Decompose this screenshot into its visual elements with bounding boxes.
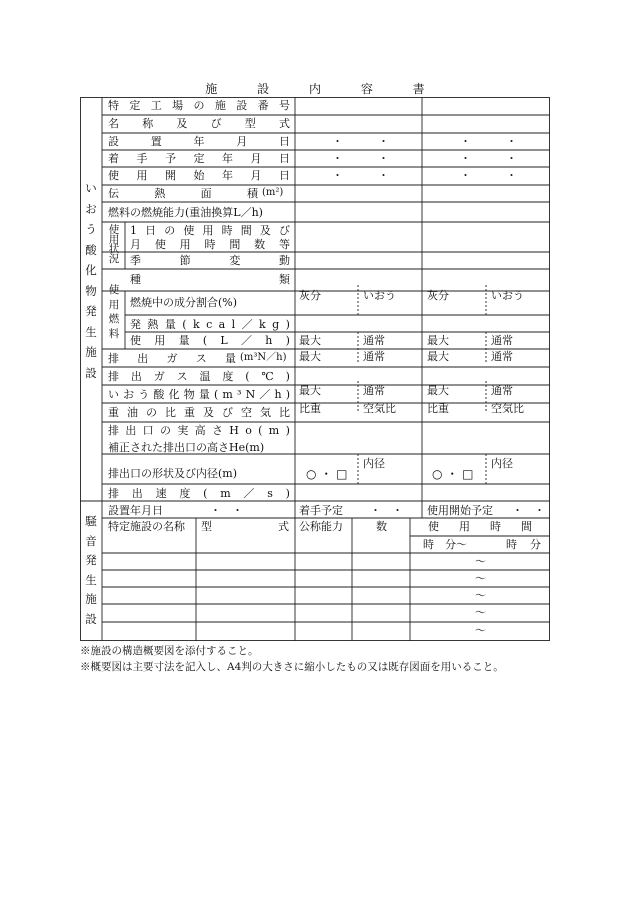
label-char: 発 (85, 304, 97, 318)
row-label: 排 出 口 の 実 高 さ H o ( m ) (108, 424, 290, 437)
row-label: 重 油 の 比 重 及 び 空 気 比 (108, 406, 290, 419)
row-label: 発 熱 量 ( k c a l ／ k g ) (130, 318, 290, 331)
row-label: 燃料の燃焼能力(重油換算L／h) (108, 206, 263, 219)
date-dot: ・ (460, 169, 471, 182)
time-range-tilde: ～ (475, 589, 486, 602)
date-dot: ・ (332, 169, 343, 182)
label-char: 状 (108, 243, 120, 255)
cell-sulfur: いおう (491, 289, 524, 302)
label-char: 騒 (85, 514, 97, 528)
noise-time-sub: 時 (506, 538, 517, 551)
cell-gravity: 比重 (299, 402, 321, 415)
noise-time-sub: 分～ (445, 538, 467, 551)
label-char: 料 (108, 327, 120, 340)
label-char: 燃 (108, 313, 120, 325)
cell-air-ratio: 空気比 (363, 402, 396, 415)
title-char: 書 (412, 82, 425, 96)
label-char: 施 (85, 592, 97, 606)
label-char: 設 (85, 611, 97, 626)
date-dot: ・ (506, 152, 517, 165)
facility-form (80, 97, 550, 641)
document-title (0, 80, 630, 97)
row-label: 1 日 の 使 用 時 間 及 び (130, 224, 290, 237)
cell-normal: 通常 (363, 384, 385, 397)
date-dot: ・ (378, 135, 389, 148)
label-char: い (85, 181, 97, 195)
cell-sulfur: いおう (363, 289, 396, 302)
date-dot: ・ (460, 152, 471, 165)
cell-normal: 通常 (491, 350, 513, 363)
label-char: お (85, 201, 97, 216)
date-dot: ・ ・ (512, 504, 545, 517)
cell-shape: ○ ・ □ (432, 467, 474, 481)
title-char: 設 (257, 82, 270, 96)
row-label: 名 称 及 び 型 式 (108, 117, 290, 130)
noise-time-sub: 時 (423, 538, 434, 551)
cell-ash: 灰分 (427, 289, 449, 302)
cell-max: 最大 (427, 384, 449, 397)
date-dot: ・ (506, 135, 517, 148)
label-char: 用 (108, 298, 120, 311)
row-label-unit: (m²) (262, 187, 284, 198)
row-label: 着 手 予 定 年 月 日 (108, 152, 290, 165)
cell-normal: 通常 (363, 350, 385, 363)
cell-normal: 通常 (491, 334, 513, 347)
cell-gravity: 比重 (427, 402, 449, 415)
date-dot: ・ ・ (210, 504, 243, 517)
label-char: 設 (85, 365, 97, 380)
row-label: 排 出 ガ ス 温 度 ( ℃ ) (108, 370, 290, 383)
noise-capacity-header: 公称能力 (299, 520, 343, 533)
time-range-tilde: ～ (475, 555, 486, 568)
row-label: 種 類 (130, 273, 290, 286)
noise-type-header: 式 (278, 520, 289, 533)
cell-max: 最大 (299, 350, 321, 363)
footnote: ※概要図は主要寸法を記入し、A4判の大きさに縮小したもの又は既存図面を用いること。 (80, 661, 504, 674)
section-label-sox (83, 183, 99, 379)
fuel-label (106, 285, 122, 339)
title-char: 内 (308, 82, 321, 96)
cell-max: 最大 (427, 350, 449, 363)
row-label: 特 定 工 場 の 施 設 番 号 (108, 99, 290, 112)
row-label: 設 置 年 月 日 (108, 135, 290, 148)
cell-max: 最大 (427, 334, 449, 347)
cell-normal: 通常 (363, 334, 385, 347)
noise-install-date: 設置年月日 (108, 504, 163, 517)
cell-inner-diameter: 内径 (491, 457, 513, 470)
cell-max: 最大 (299, 384, 321, 397)
row-label: 燃焼中の成分割合(%) (130, 296, 238, 309)
label-char: 施 (85, 345, 97, 359)
noise-type-header: 型 (201, 520, 212, 533)
noise-use-start-plan: 使用開始予定 (427, 504, 493, 517)
cell-air-ratio: 空気比 (491, 402, 524, 415)
use-status-label (106, 225, 122, 264)
date-dot: ・ (332, 152, 343, 165)
row-label: 排 出 速 度 ( m ／ s ) (108, 487, 290, 500)
label-char: 物 (85, 283, 97, 298)
row-label: 補正された排出口の高さHe(m) (108, 441, 265, 454)
cell-normal: 通常 (491, 384, 513, 397)
label-char: 生 (85, 324, 97, 339)
label-char: 化 (85, 263, 97, 277)
label-char: 況 (108, 252, 120, 265)
noise-name-header: 特定施設の名称 (108, 520, 185, 533)
noise-time-header: 使 用 時 間 (428, 520, 532, 533)
title-char: 施 (205, 82, 218, 96)
label-char: 生 (85, 572, 97, 587)
time-range-tilde: ～ (475, 606, 486, 619)
footnotes (80, 643, 504, 676)
noise-start-plan: 着手予定 (299, 504, 343, 517)
label-char: 使 (108, 224, 120, 236)
date-dot: ・ (460, 135, 471, 148)
row-label: 使 用 量 ( L ／ h ) (130, 334, 290, 347)
label-char: 発 (85, 553, 97, 567)
title-char: 容 (360, 82, 373, 96)
row-label: 伝 熱 面 積 (108, 187, 258, 200)
label-char: 使 (108, 284, 120, 296)
footnote: ※施設の構造概要図を添付すること。 (80, 645, 259, 657)
label-char: 用 (108, 233, 120, 246)
cell-inner-diameter: 内径 (363, 457, 385, 470)
date-dot: ・ (378, 152, 389, 165)
cell-ash: 灰分 (299, 289, 321, 302)
time-range-tilde: ～ (475, 572, 486, 585)
cell-max: 最大 (299, 334, 321, 347)
date-dot: ・ (332, 135, 343, 148)
row-label: い お う 酸 化 物 量 ( m ³ N ／ h ) (108, 388, 290, 401)
cell-shape: ○ ・ □ (306, 467, 348, 481)
row-label: 月 使 用 時 間 数 等 (130, 238, 290, 251)
time-range-tilde: ～ (475, 624, 486, 637)
row-label: 排出口の形状及び内径(m) (108, 467, 238, 480)
row-label-unit: (m³N／h) (240, 352, 287, 363)
row-label: 排 出 ガ ス 量 (108, 352, 236, 365)
row-label: 季 節 変 動 (130, 254, 290, 267)
date-dot: ・ (506, 169, 517, 182)
label-char: 酸 (85, 242, 97, 257)
noise-time-sub: 分 (530, 538, 541, 551)
noise-count-header: 数 (376, 520, 387, 533)
label-char: う (85, 222, 97, 236)
row-label: 使 用 開 始 年 月 日 (108, 169, 290, 182)
date-dot: ・ (378, 169, 389, 182)
section-label-noise (83, 516, 99, 625)
label-char: 音 (85, 533, 97, 548)
date-dot: ・ ・ (370, 504, 403, 517)
